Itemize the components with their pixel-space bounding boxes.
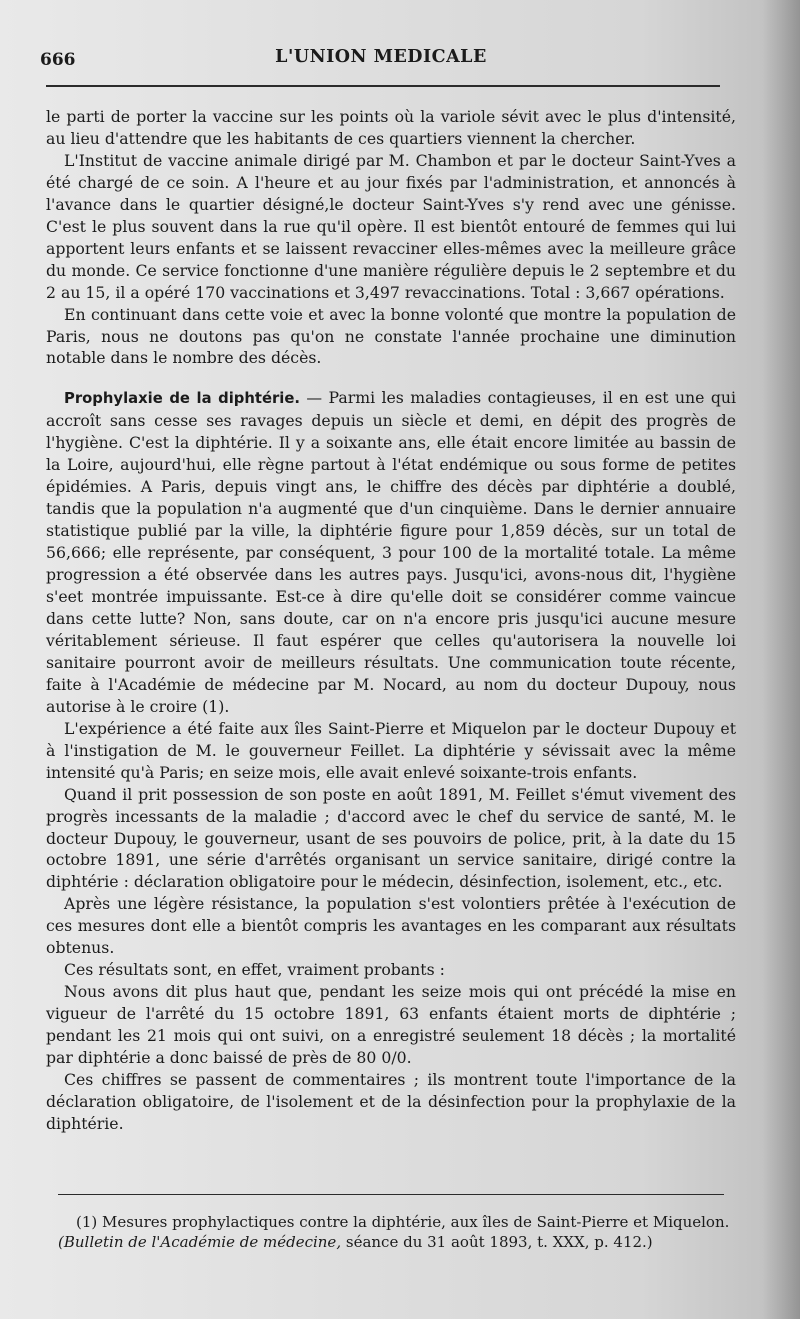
footnote-rule <box>58 1194 724 1195</box>
footnote-line-1: (1) Mesures prophylactiques contre la diphtérie, aux îles de Saint-Pierre et Miquelon. <box>76 1213 730 1231</box>
footnote-line-2 <box>58 1232 748 1252</box>
page-number: 666 <box>40 50 76 70</box>
footnote <box>58 1212 748 1252</box>
paragraph-continuation: En continuant dans cette voie et avec la bonne volonté que montre la population de Paris, nous ne doutons pas qu'on ne constate l'année prochaine une diminution notable dans le nombre des décès. <box>46 304 736 368</box>
journal-title: L'UNION MEDICALE <box>275 47 487 67</box>
paragraph-conclusion: Ces chiffres se passent de commentaires ; ils montrent toute l'importance de la déclaration obligatoire, de l'isolement et de la désinfection pour la prophylaxie de la diphtérie. <box>46 1069 736 1133</box>
paragraph-statistics: Nous avons dit plus haut que, pendant les seize mois qui ont précédé la mise en vigueur de l'arrêté du 15 octobre 1891, 63 enfants étaient morts de diphtérie ; pendant les 21 mois qui ont suivi, on a enregistré seulement 18 décès ; la mortalité par diphtérie a donc baissé de près de 80 0/0. <box>46 982 736 1068</box>
section-diphterie <box>46 387 736 717</box>
paragraph-feillet: Quand il prit possession de son poste en août 1891, M. Feillet s'émut vivement des progrès incessants de la maladie ; d'accord avec le chef du service de santé, M. le docteur Dupouy, le gouverneur, usant de ses pouvoirs de police, prit, à la date du 15 octobre 1891, une série d'arrêtés organisant un service sanitaire, dirigé contre la diphtérie : déclaration obligatoire pour le médecin, désinfection, isolement, etc., etc. <box>46 784 736 892</box>
page-edge-shadow <box>762 0 800 1319</box>
footnote-citation: séance du 31 août 1893, t. XXX, p. 412.) <box>345 1233 653 1251</box>
paragraph-experience: L'expérience a été faite aux îles Saint-Pierre et Miquelon par le docteur Dupouy et à l'instigation de M. le gouverneur Feillet. La diphtérie y sévissait avec la même intensité qu'à Paris; en seize mois, elle avait enlevé soixante-trois enfants. <box>46 718 736 782</box>
running-head <box>40 44 722 76</box>
footnote-bulletin: (Bulletin de l'Académie de médecine, <box>58 1233 342 1251</box>
paragraph-institut: L'Institut de vaccine animale dirigé par M. Chambon et par le docteur Saint-Yves a été chargé de ce soin. A l'heure et au jour fixés par l'administration, et annoncés à l'avance dans le quartier désigné,le docteur Saint-Yves s'y rend avec une génisse. C'est le plus souvent dans la rue qu'il opère. Il est bientôt entouré de femmes qui lui apportent leurs enfants et se laissent revacciner elles-mêmes avec la meilleure grâce du monde. Ce service fonctionne d'une manière régulière depuis le 2 septembre et du 2 au 15, il a opéré 170 vaccinations et 3,497 revaccinations. Total : 3,667 opérations. <box>46 150 736 302</box>
article-body <box>46 106 736 1135</box>
section-title: Prophylaxie de la diphtérie. <box>64 390 301 408</box>
paragraph-resistance: Après une légère résistance, la population s'est volontiers prêtée à l'exécution de ces mesures dont elle a bientôt compris les avantages en les comparant aux résultats obtenus. <box>46 894 736 958</box>
paragraph-continued: le parti de porter la vaccine sur les points où la variole sévit avec le plus d'intensité, au lieu d'attendre que les habitants de ces quartiers viennent la chercher. <box>46 107 736 148</box>
header-rule <box>46 85 720 87</box>
section-lead-text: — Parmi les maladies contagieuses, il en est une qui accroît sans cesse ses ravages depuis un siècle et demi, en dépit des progrès de l'hygiène. C'est la diphtérie. Il y a soixante ans, elle était encore limitée au bassin de la Loire, aujourd'hui, elle règne partout à l'état endémique ou sous forme de petites épidémies. A Paris, depuis vingt ans, le chiffre des décès par diphtérie a doublé, tandis que la population n'a augmenté que d'un cinquième. Dans le dernier annuaire statistique publié par la ville, la diphtérie figure pour 1,859 décès, sur un total de 56,666; elle représente, par conséquent, 3 pour 100 de la mortalité totale. La même progression a été observée dans les autres pays. Jusqu'ici, avons-nous dit, l'hygiène s'eet montrée impuissante. Est-ce à dire qu'elle doit se considérer comme vaincue dans cette lutte? Non, sans doute, car on n'a encore pris jusqu'ici aucune mesure véritablement sérieuse. Il faut espérer que celles qu'autorisera la nouvelle loi sanitaire pourront avoir de meilleurs résultats. Une communication toute récente, faite à l'Académie de médecine par M. Nocard, au nom du docteur Dupouy, nous autorise à le croire (1). <box>46 388 736 716</box>
paragraph-resultats: Ces résultats sont, en effet, vraiment probants : <box>64 960 445 980</box>
